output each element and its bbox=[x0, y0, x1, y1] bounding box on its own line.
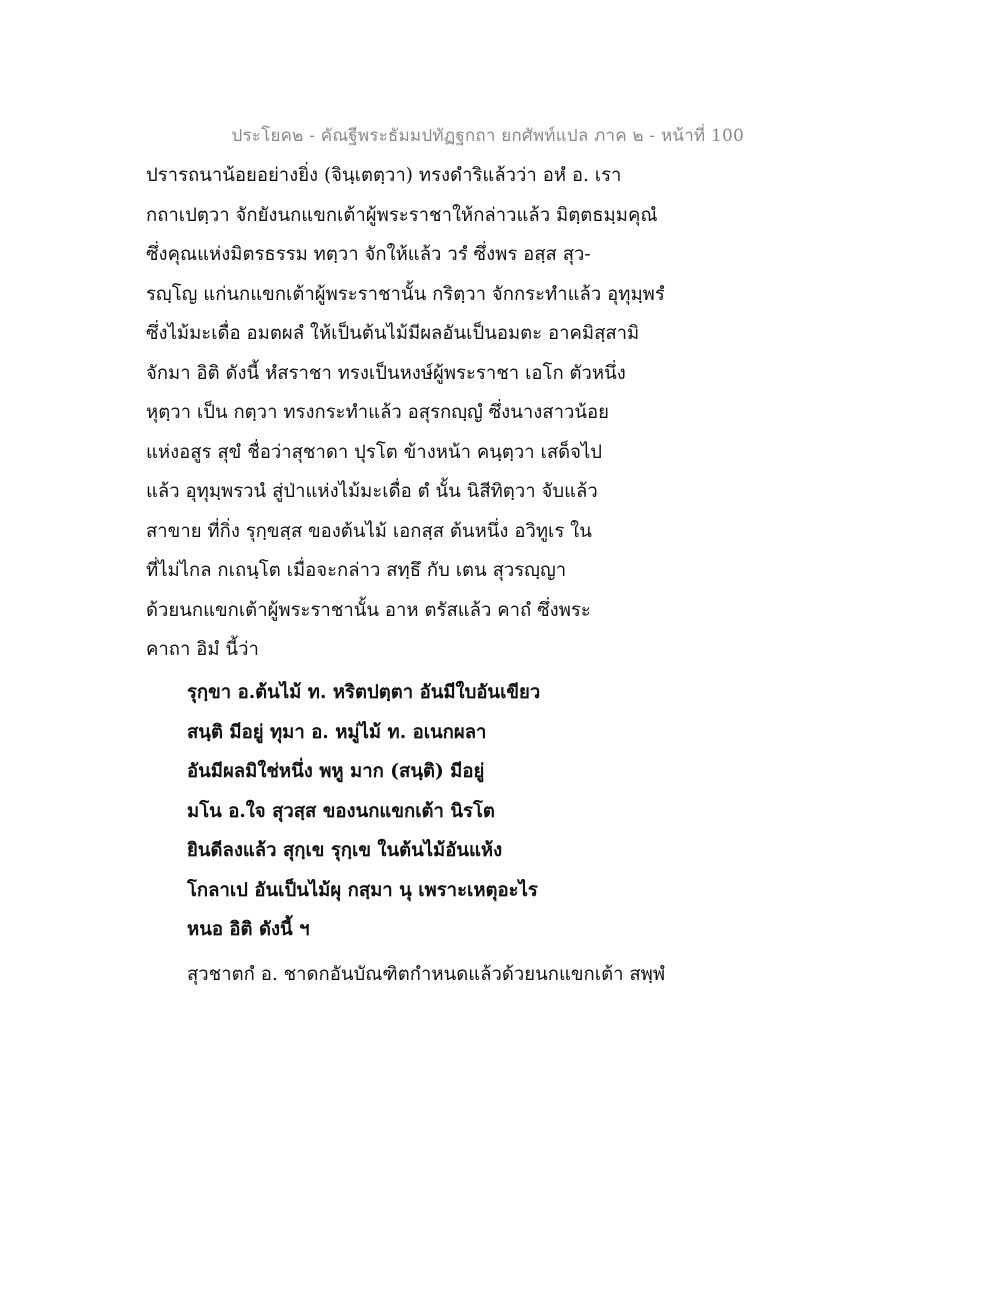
body-line: ปรารถนาน้อยอย่างยิ่ง (จินฺเตตฺวา) ทรงดำริแล้วว่า อหํ อ. เรา bbox=[146, 165, 622, 186]
body-line: ที่ไม่ไกล กเถนฺโต เมื่อจะกล่าว สทฺธึ กับ เตน สุวรญฺญา bbox=[146, 560, 567, 581]
verse-line: โกลาเป อันเป็นไม้ผุ กสฺมา นุ เพราะเหตุอะไร bbox=[187, 879, 538, 901]
body-line: รญฺโญ แก่นกแขกเต้าผู้พระราชานั้น กริตฺวา จักกระทำแล้ว อุทุมฺพรํ bbox=[146, 283, 665, 305]
body-line: ซึ่งคุณแห่งมิตรธรรม ทตฺวา จักให้แล้ว วรํ ซึ่งพร อสฺส สุว- bbox=[146, 244, 591, 265]
closing-line: สุวชาตกํ อ. ชาดกอันบัณฑิตกำหนดแล้วด้วยนกแขกเต้า สพฺพํ bbox=[187, 964, 666, 985]
body-line: ด้วยนกแขกเต้าผู้พระราชานั้น อาห ตรัสแล้ว คาถํ ซึ่งพระ bbox=[146, 599, 591, 621]
verse-line: สนฺติ มีอยู่ ทุมา อ. หมู่ไม้ ท. อเนกผลา bbox=[187, 721, 487, 743]
body-line: หุตฺวา เป็น กตฺวา ทรงกระทำแล้ว อสุรกญฺญํ ซึ่งนางสาวน้อย bbox=[146, 402, 609, 423]
verse-line: ยินดีลงแล้ว สุกฺเข รุกฺเข ในต้นไม้อันแห้ง bbox=[187, 840, 503, 861]
verse-line: หนอ อิติ ดังนี้ ฯ bbox=[187, 919, 310, 940]
body-line: กถาเปตฺวา จักยังนกแขกเต้าผู้พระราชาให้กล่าวแล้ว มิตฺตธมฺมคุณํ bbox=[146, 204, 658, 226]
body-line: จักมา อิติ ดังนี้ หํสราชา ทรงเป็นหงษ์ผู้พระราชา เอโก ตัวหนึ่ง bbox=[146, 362, 626, 384]
body-line: แห่งอสูร สุขํ ชื่อว่าสุชาดา ปุรโต ข้างหน้า คนฺตฺวา เสด็จไป bbox=[146, 441, 603, 463]
verse-line: มโน อ.ใจ สุวสฺส ของนกแขกเต้า นิรโต bbox=[187, 800, 495, 822]
body-paragraph bbox=[146, 156, 706, 670]
body-line: ซึ่งไม้มะเดื่อ อมตผลํ ให้เป็นต้นไม้มีผลอันเป็นอมตะ อาคมิสฺสามิ bbox=[146, 323, 640, 344]
verse-line: รุกฺขา อ.ต้นไม้ ท. หริตปตฺตา อันมีใบอันเขียว bbox=[187, 682, 541, 703]
closing-paragraph bbox=[187, 955, 747, 995]
body-line: สาขาย ที่กิ่ง รุกฺขสฺส ของต้นไม้ เอกสฺส ต้นหนึ่ง อวิทูเร ใน bbox=[146, 520, 592, 542]
verse-line: อันมีผลมิใช่หนึ่ง พหู มาก (สนฺติ) มีอยู่ bbox=[187, 761, 485, 782]
running-header: ประโยค๒ - คัณฐีพระธัมมปทัฏฐกถา ยกศัพท์แปล ภาค ๒ - หน้าที่ 100 bbox=[231, 126, 744, 146]
body-line: แล้ว อุทุมฺพรวนํ สู่ป่าแห่งไม้มะเดื่อ ตํ นั้น นิสีทิตฺวา จับแล้ว bbox=[146, 481, 598, 502]
body-line: คาถา อิมํ นี้ว่า bbox=[146, 639, 259, 660]
verse-block bbox=[187, 673, 707, 950]
